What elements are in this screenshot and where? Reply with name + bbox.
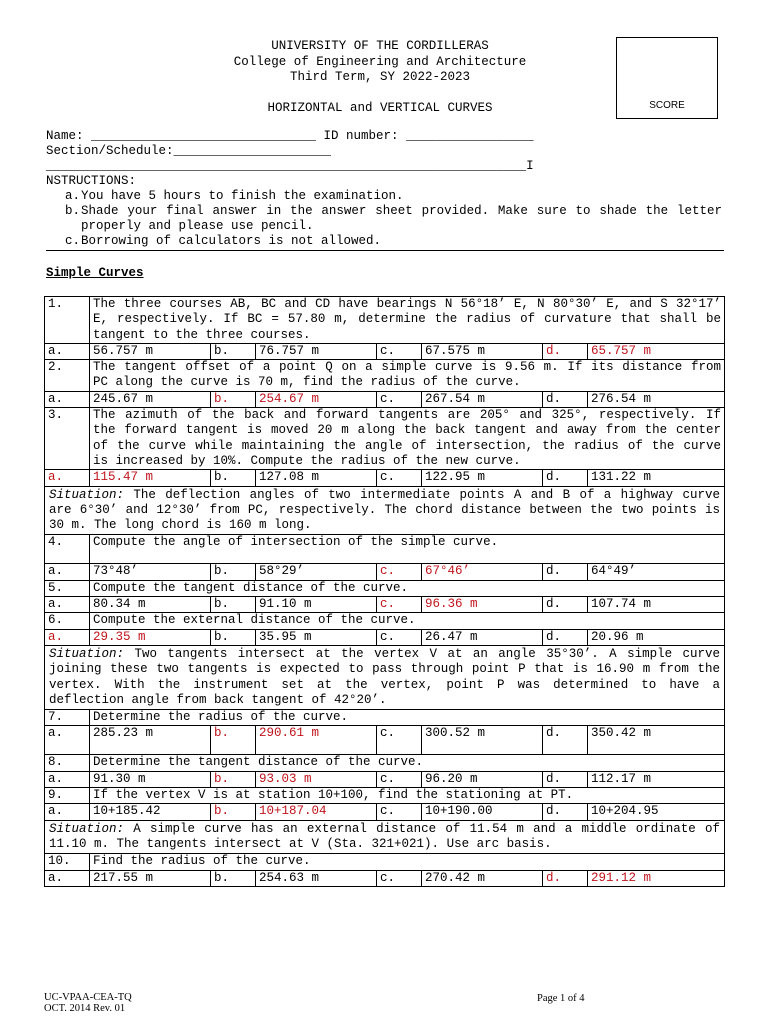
situation-label: Situation: (49, 487, 125, 502)
situation-text (45, 645, 725, 709)
question-number: 7. (45, 710, 90, 726)
choice-letter[interactable]: c. (377, 564, 422, 580)
question-number: 6. (45, 613, 90, 629)
situation-body: A simple curve has an external distance of 11.54 m and a middle ordinate of 11.10 m. The tangents intersect at V (Sta. 321+021). Use arc basis. (49, 821, 721, 851)
choices-row (45, 804, 725, 820)
choice-letter[interactable]: c. (377, 343, 422, 359)
choice-value-correct[interactable]: 290.61 m (256, 726, 377, 755)
choice-value[interactable]: 350.42 m (588, 726, 725, 755)
question-text: The three courses AB, BC and CD have bearings N 56°18’ E, N 80°30’ E, and S 32°17’ E, respectively. If BC = 57.80 m, determine the radius of curvature that shall be tangent to the three courses. (90, 297, 725, 344)
question-text: Compute the tangent distance of the curve. (90, 580, 725, 596)
instruction-text: Shade your final answer in the answer sheet provided. Make sure to shade the letter properly and please use pencil. (81, 204, 722, 233)
choice-letter[interactable]: c. (377, 804, 422, 820)
instruction-marker: c. (65, 234, 81, 248)
rule-line: ________________________________________________________________I (46, 159, 534, 173)
choice-value[interactable]: 127.08 m (256, 470, 377, 486)
university-name: UNIVERSITY OF THE CORDILLERAS (271, 39, 489, 53)
question-text: If the vertex V is at station 10+100, find the stationing at PT. (90, 788, 725, 804)
choice-value[interactable]: 80.34 m (90, 597, 211, 613)
choice-letter[interactable]: a. (45, 726, 90, 755)
instructions (46, 174, 722, 249)
question-row (45, 580, 725, 596)
choice-value[interactable]: 276.54 m (588, 391, 725, 407)
question-text: Find the radius of the curve. (90, 854, 725, 870)
choice-letter[interactable]: a. (45, 597, 90, 613)
choice-letter[interactable]: b. (211, 597, 256, 613)
choice-letter[interactable]: a. (45, 629, 90, 645)
choice-letter[interactable]: a. (45, 343, 90, 359)
choice-value[interactable]: 112.17 m (588, 771, 725, 787)
choice-value[interactable]: 26.47 m (422, 629, 543, 645)
choice-value[interactable]: 76.757 m (256, 343, 377, 359)
choice-letter[interactable]: d. (543, 726, 588, 755)
choice-value[interactable]: 285.23 m (90, 726, 211, 755)
choice-value[interactable]: 96.20 m (422, 771, 543, 787)
situation-text (45, 486, 725, 535)
choice-letter[interactable]: c. (377, 391, 422, 407)
choice-letter[interactable]: b. (211, 564, 256, 580)
question-row (45, 854, 725, 870)
situation-row (45, 645, 725, 709)
choice-value[interactable]: 73°48’ (90, 564, 211, 580)
situation-label: Situation: (49, 821, 125, 836)
question-row (45, 535, 725, 564)
situation-row (45, 486, 725, 535)
question-number: 4. (45, 535, 90, 564)
score-box (616, 37, 718, 119)
divider (46, 250, 724, 251)
instruction-item (65, 204, 722, 234)
choice-letter[interactable]: a. (45, 870, 90, 886)
choice-value[interactable]: 245.67 m (90, 391, 211, 407)
choice-value-correct[interactable]: 65.757 m (588, 343, 725, 359)
question-row (45, 788, 725, 804)
question-number: 10. (45, 854, 90, 870)
choice-letter[interactable]: c. (377, 870, 422, 886)
choices-row (45, 771, 725, 787)
choice-value-correct[interactable]: 291.12 m (588, 870, 725, 886)
choice-letter[interactable]: d. (543, 870, 588, 886)
footer-code-text: UC-VPAA-CEA-TQ (44, 992, 132, 1003)
choices-row (45, 470, 725, 486)
choice-value[interactable]: 91.10 m (256, 597, 377, 613)
question-row (45, 613, 725, 629)
choice-value[interactable]: 10+190.00 (422, 804, 543, 820)
question-row (45, 755, 725, 771)
choice-letter[interactable]: d. (543, 343, 588, 359)
situation-body: Two tangents intersect at the vertex V at an angle 35°30’. A simple curve joining these two tangents is expected to pass through point P that is 16.90 m from the vertex. With the instrument set at the vertex, point P was determined to have a deflection angle from back tangent of 42°20’. (49, 646, 721, 707)
choice-value[interactable]: 254.63 m (256, 870, 377, 886)
instructions-heading: NSTRUCTIONS: (46, 174, 137, 188)
choice-letter[interactable]: c. (377, 726, 422, 755)
choice-letter[interactable]: a. (45, 470, 90, 486)
question-number: 8. (45, 755, 90, 771)
choice-value-correct[interactable]: 96.36 m (422, 597, 543, 613)
choice-letter[interactable]: b. (211, 391, 256, 407)
choice-value[interactable]: 267.54 m (422, 391, 543, 407)
choice-letter[interactable]: a. (45, 804, 90, 820)
question-number: 2. (45, 360, 90, 392)
page-number: Page 1 of 4 (537, 993, 585, 1004)
choice-letter[interactable]: c. (377, 597, 422, 613)
question-number: 9. (45, 788, 90, 804)
choice-value[interactable]: 35.95 m (256, 629, 377, 645)
college-name: College of Engineering and Architecture (233, 54, 527, 69)
choice-value-correct[interactable]: 254.67 m (256, 391, 377, 407)
instructions-list (46, 189, 722, 249)
question-row (45, 360, 725, 392)
choice-letter[interactable]: b. (211, 629, 256, 645)
question-text: Compute the angle of intersection of the simple curve. (90, 535, 725, 564)
question-text: Compute the external distance of the curve. (90, 613, 725, 629)
instruction-text: You have 5 hours to finish the examination. (81, 189, 404, 203)
instruction-item (65, 234, 722, 249)
choice-value[interactable]: 10+204.95 (588, 804, 725, 820)
choice-letter[interactable]: b. (211, 870, 256, 886)
question-text: The azimuth of the back and forward tangents are 205° and 325°, respectively. If the forward tangent is moved 20 m along the back tangent and away from the center of the curve while maintaining the angle of intersection, the radius of the curve is increased by 10%. Compute the radius of the new curve. (90, 408, 725, 470)
question-number: 3. (45, 408, 90, 470)
choice-value[interactable]: 107.74 m (588, 597, 725, 613)
choice-value[interactable]: 64°49’ (588, 564, 725, 580)
question-text: The tangent offset of a point Q on a simple curve is 9.56 m. If its distance from PC along the curve is 70 m, find the radius of the curve. (90, 360, 725, 392)
choices-row (45, 343, 725, 359)
choice-letter[interactable]: c. (377, 470, 422, 486)
choice-letter[interactable]: b. (211, 343, 256, 359)
choice-letter[interactable]: b. (211, 726, 256, 755)
choice-letter[interactable]: a. (45, 564, 90, 580)
choice-value[interactable]: 131.22 m (588, 470, 725, 486)
choice-value-correct[interactable]: 29.35 m (90, 629, 211, 645)
footer-code (44, 992, 132, 1014)
footer-revision: OCT. 2014 Rev. 01 (44, 1003, 126, 1014)
exam-header (150, 39, 610, 116)
choices-row (45, 726, 725, 755)
situation-text (45, 820, 725, 854)
question-number: 5. (45, 580, 90, 596)
question-row (45, 297, 725, 344)
choice-value[interactable]: 58°29’ (256, 564, 377, 580)
choice-value[interactable]: 217.55 m (90, 870, 211, 886)
name-id-line[interactable]: Name: ______________________________ ID number: _________________ (46, 129, 534, 143)
choice-letter[interactable]: c. (377, 629, 422, 645)
choice-value-correct[interactable]: 93.03 m (256, 771, 377, 787)
choice-letter[interactable]: d. (543, 564, 588, 580)
choice-value-correct[interactable]: 10+187.04 (256, 804, 377, 820)
instruction-text: Borrowing of calculators is not allowed. (81, 234, 382, 248)
choice-letter[interactable]: d. (543, 470, 588, 486)
choice-letter[interactable]: b. (211, 771, 256, 787)
choice-value[interactable]: 122.95 m (422, 470, 543, 486)
choices-row (45, 597, 725, 613)
choice-letter[interactable]: b. (211, 804, 256, 820)
instruction-marker: b. (65, 204, 81, 218)
question-number: 1. (45, 297, 90, 344)
choice-letter[interactable]: d. (543, 771, 588, 787)
situation-row (45, 820, 725, 854)
choices-row (45, 629, 725, 645)
question-row (45, 408, 725, 470)
choice-letter[interactable]: a. (45, 771, 90, 787)
choice-value[interactable]: 270.42 m (422, 870, 543, 886)
choice-letter[interactable]: d. (543, 629, 588, 645)
instruction-item (65, 189, 722, 204)
choice-value[interactable]: 91.30 m (90, 771, 211, 787)
situation-body: The deflection angles of two intermediate points A and B of a highway curve are 6°30’ and 12°30’ from PC, respectively. The chord distance between the two points is 30 m. The long chord is 160 m long. (49, 487, 721, 533)
section-line[interactable]: Section/Schedule:_____________________ (46, 144, 332, 158)
choice-value-correct[interactable]: 67°46’ (422, 564, 543, 580)
choice-letter[interactable]: d. (543, 804, 588, 820)
choice-letter[interactable]: d. (543, 597, 588, 613)
question-text: Determine the tangent distance of the curve. (90, 755, 725, 771)
section-title: Simple Curves (46, 266, 144, 280)
choice-value[interactable]: 300.52 m (422, 726, 543, 755)
choice-letter[interactable]: d. (543, 391, 588, 407)
question-table (44, 296, 725, 887)
choice-letter[interactable]: b. (211, 470, 256, 486)
choice-value[interactable]: 56.757 m (90, 343, 211, 359)
score-label: SCORE (649, 100, 685, 111)
choice-letter[interactable]: a. (45, 391, 90, 407)
choice-letter[interactable]: c. (377, 771, 422, 787)
instruction-marker: a. (65, 189, 81, 203)
choice-value[interactable]: 67.575 m (422, 343, 543, 359)
situation-label: Situation: (49, 646, 125, 661)
question-text: Determine the radius of the curve. (90, 710, 725, 726)
exam-title: HORIZONTAL and VERTICAL CURVES (267, 100, 493, 115)
choice-value-correct[interactable]: 115.47 m (90, 470, 211, 486)
choice-value[interactable]: 20.96 m (588, 629, 725, 645)
choice-value[interactable]: 10+185.42 (90, 804, 211, 820)
question-row (45, 710, 725, 726)
term: Third Term, SY 2022-2023 (289, 70, 471, 84)
choices-row (45, 870, 725, 886)
choices-row (45, 391, 725, 407)
choices-row (45, 564, 725, 580)
